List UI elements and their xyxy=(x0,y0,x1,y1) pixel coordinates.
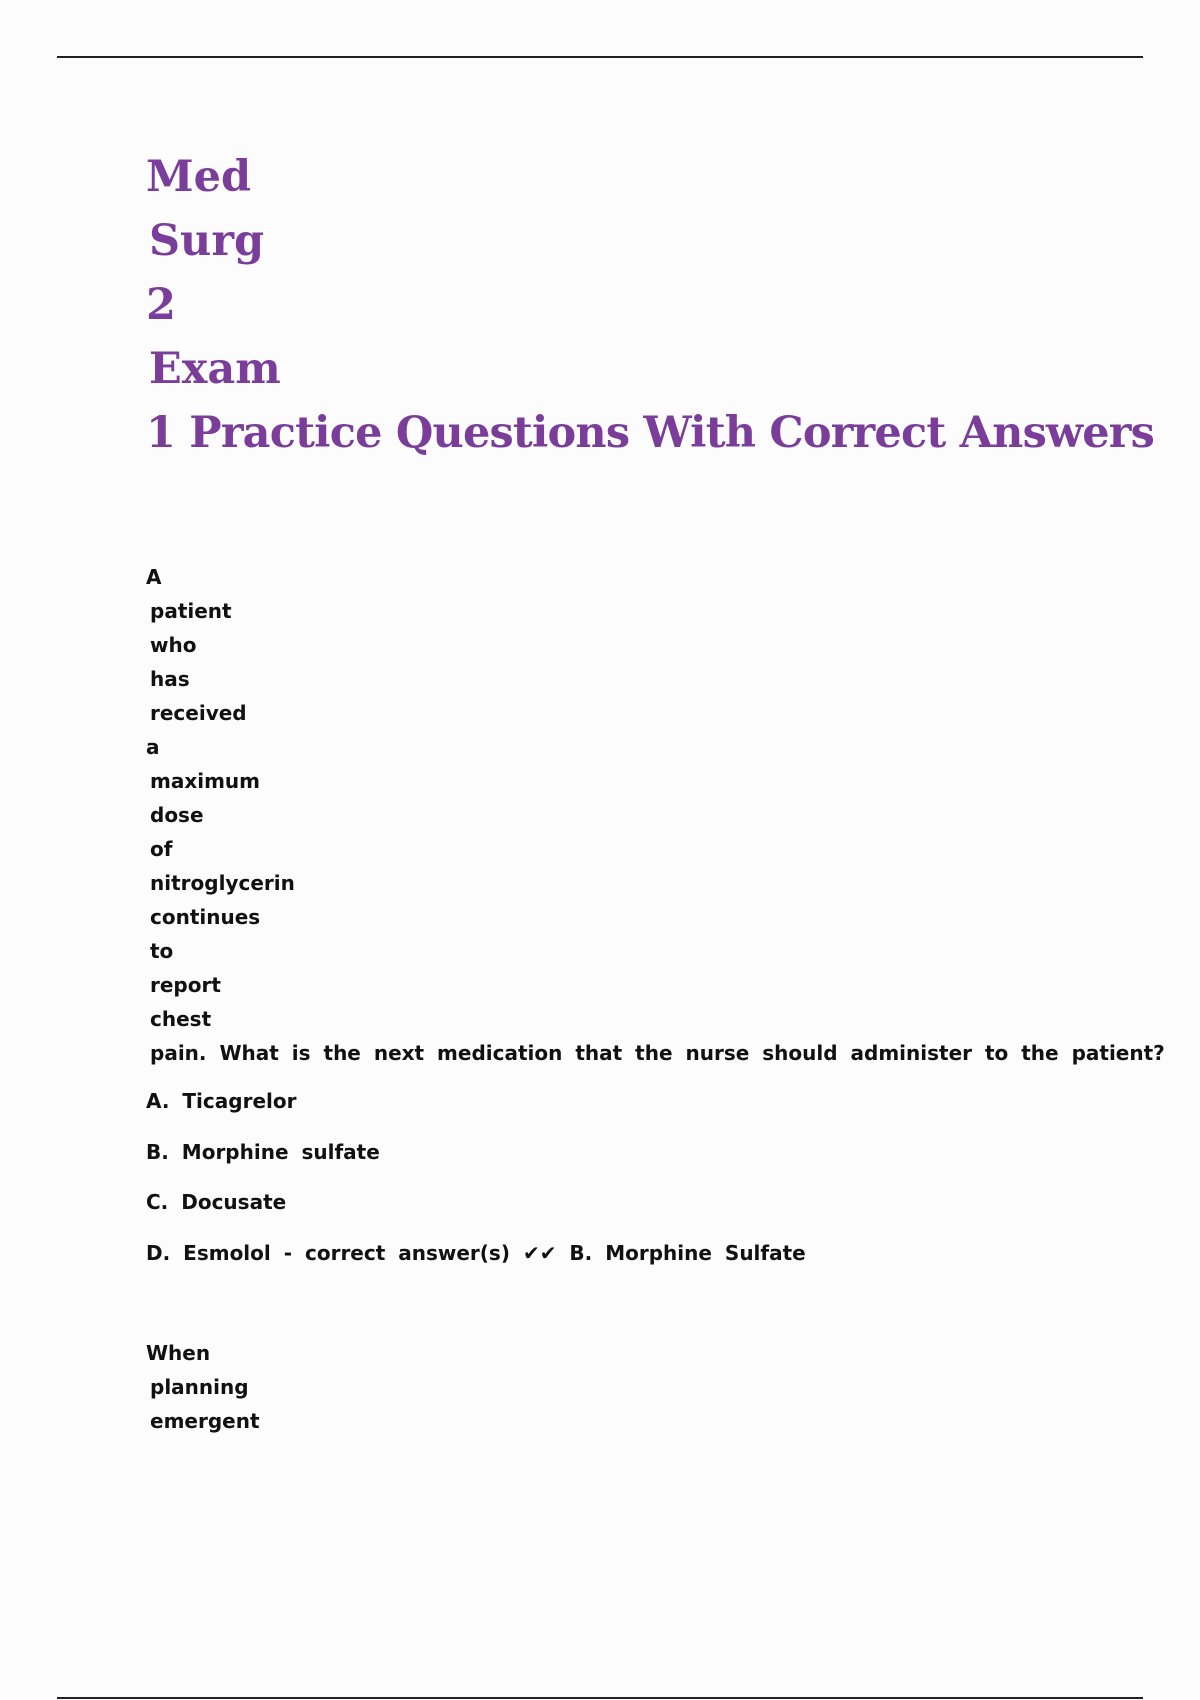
answer-option-b: B. Morphine sulfate xyxy=(146,1139,380,1164)
question-word: dose xyxy=(150,803,204,827)
question-word: who xyxy=(150,633,197,657)
question-word: received xyxy=(150,701,247,725)
question-word: When xyxy=(146,1341,211,1365)
title-line: Med xyxy=(146,152,252,202)
question-2-text xyxy=(146,1336,260,1438)
title-line: 1 Practice Questions With Correct Answers xyxy=(146,408,1155,458)
bottom-rule xyxy=(57,1697,1143,1699)
question-word: maximum xyxy=(150,769,261,793)
question-word: planning xyxy=(150,1375,249,1399)
question-word: continues xyxy=(150,905,261,929)
title-line: Surg xyxy=(149,216,265,266)
answer-option-a: A. Ticagrelor xyxy=(146,1089,297,1113)
answer-options xyxy=(146,1084,806,1286)
question-word: to xyxy=(150,939,174,963)
question-word: chest xyxy=(150,1007,212,1031)
question-word: nitroglycerin xyxy=(150,871,295,895)
question-word: a xyxy=(146,735,160,759)
question-word: report xyxy=(150,973,221,997)
top-rule xyxy=(57,56,1143,58)
question-word: emergent xyxy=(150,1409,260,1433)
question-word: has xyxy=(150,667,190,691)
question-last-line: pain. What is the next medication that the nurse should administer to the patient? xyxy=(150,1041,1165,1065)
question-word: patient xyxy=(150,599,232,623)
document-title xyxy=(146,145,1154,465)
title-line: 2 xyxy=(146,280,176,330)
question-word: A xyxy=(146,565,162,589)
title-line: Exam xyxy=(149,344,281,394)
answer-option-c: C. Docusate xyxy=(146,1190,287,1214)
question-1-text xyxy=(146,560,1165,1070)
question-word: of xyxy=(150,837,173,861)
answer-option-d-with-correct-answer: D. Esmolol - correct answer(s) ✔✔ B. Morphine Sulfate xyxy=(146,1240,806,1265)
